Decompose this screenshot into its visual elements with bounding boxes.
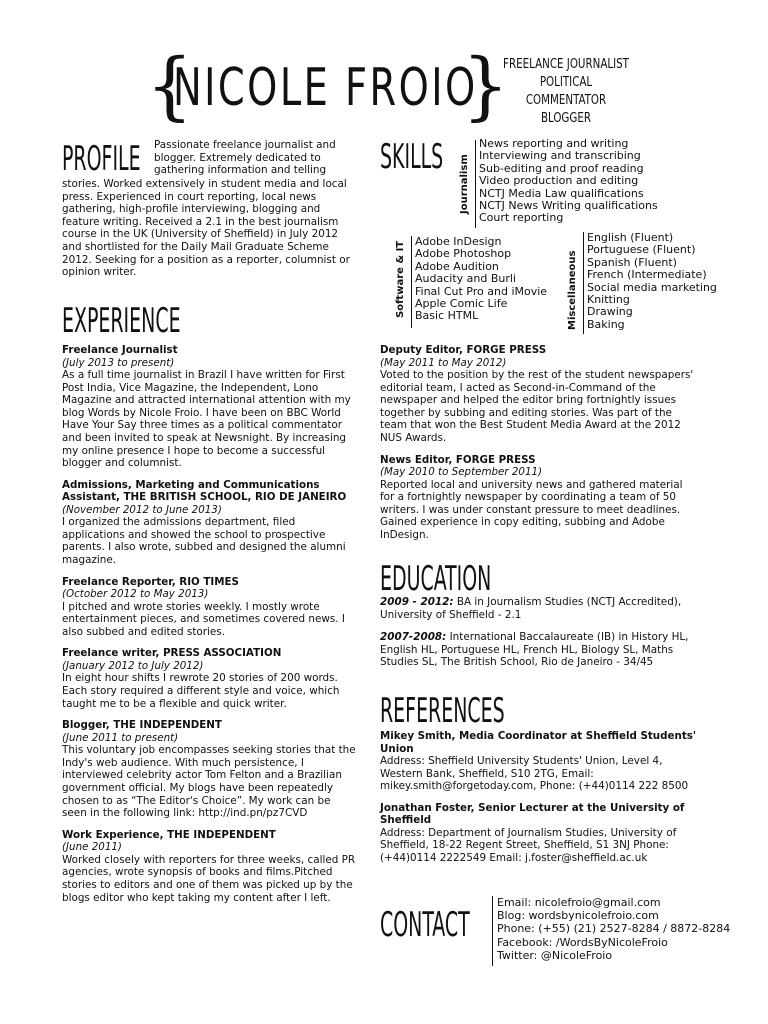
job-title: Blogger, THE INDEPENDENT <box>62 719 222 732</box>
software-divider <box>411 236 412 328</box>
job-title: News Editor, FORGE PRESS <box>380 453 536 466</box>
skill-item: Adobe Audition <box>415 259 499 273</box>
job-description: In eight hour shifts I rewrote 20 stories of 200 words. Each story required a different style and voice, which taught me to be a flexible and quick writer. <box>62 672 340 710</box>
job-dates: (October 2012 to May 2013) <box>62 588 209 601</box>
job-description: Voted to the position by the rest of the student newspapers' editorial team, I acted as Second-in-Command of the newspaper and helped the editor bring fortnightly issues together by subbing and editing stories. Was part of the team that won the Best Student Media Award at the 2012 NUS Awards. <box>380 369 694 444</box>
skill-item: Portuguese (Fluent) <box>587 243 696 257</box>
contact-heading: CONTACT <box>380 905 470 945</box>
job-dates: (June 2011 to present) <box>62 731 179 744</box>
job-description: As a full time journalist in Brazil I have written for First Post India, Vice Magazine, the Independent, Lono Magazine and attracted international attention with my blog Words by Nicole Froio. I have been on BBC World Have Your Say three times as a political commentator and been invited to speak at Newsnight. By increasing my online presence I hope to become a successful blogger and columnist. <box>62 369 351 470</box>
experience-heading: EXPERIENCE <box>62 301 181 341</box>
skill-item: Adobe InDesign <box>415 235 502 248</box>
journalism-label: Journalism <box>459 154 470 214</box>
skill-item: Social media marketing <box>587 280 717 294</box>
education-item <box>380 596 692 621</box>
experience-entry <box>380 344 698 445</box>
experience-right-column <box>380 344 698 551</box>
experience-entry <box>62 647 358 710</box>
job-dates: (November 2012 to June 2013) <box>62 503 222 516</box>
misc-divider <box>583 232 584 334</box>
journalism-divider <box>475 140 476 228</box>
skill-item: French (Intermediate) <box>587 268 707 282</box>
contact-blog[interactable]: Blog: wordsbynicolefroio.com <box>497 909 659 923</box>
education-years: 2007-2008: <box>380 631 447 644</box>
reference-item <box>380 802 698 865</box>
job-title: Deputy Editor, FORGE PRESS <box>380 344 547 356</box>
skill-item: News reporting and writing <box>479 137 629 150</box>
job-description: Reported local and university news and gathered material for a fortnightly newspaper by coordinating a team of 50 writers. I was under constant pressure to meet deadlines. Gained experience in copy editing, subbing and Adobe InDesign. <box>380 478 683 541</box>
profile-text-side: Passionate freelance journalist and blogger. Extremely dedicated to gathering information and telling <box>154 139 336 177</box>
journalism-skills-list <box>479 138 739 225</box>
tagline-line: FREELANCE JOURNALIST <box>503 57 629 72</box>
skill-item: Knitting <box>587 293 630 307</box>
profile-heading: PROFILE <box>62 139 141 179</box>
job-title: Freelance writer, PRESS ASSOCIATION <box>62 647 282 660</box>
experience-entry <box>62 576 358 639</box>
reference-details: Address: Sheffield University Students' Union, Level 4, Western Bank, Sheffield, S10 2TG, Email: mikey.smith@forgetoday.com, Phone: (+44)0114 222 8500 <box>380 755 689 793</box>
skill-item: Basic HTML <box>415 309 479 323</box>
candidate-name: NICOLE FROIO <box>173 58 478 118</box>
contact-facebook[interactable]: Facebook: /WordsByNicoleFroio <box>497 935 668 949</box>
job-dates: (May 2011 to May 2012) <box>380 356 507 369</box>
contact-twitter[interactable]: Twitter: @NicoleFroio <box>497 948 613 962</box>
job-dates: (January 2012 to July 2012) <box>62 659 204 672</box>
skill-item: Sub-editing and proof reading <box>479 161 644 175</box>
education-detail: International Baccalaureate (IB) in History HL, English HL, Portuguese HL, French HL, Biology SL, Maths Studies SL, The British School, Rio de Janeiro - 34/45 <box>380 631 689 669</box>
experience-entry <box>62 829 358 904</box>
software-label: Software & IT <box>395 240 406 318</box>
references-heading: REFERENCES <box>380 691 505 731</box>
job-title: Work Experience, THE INDEPENDENT <box>62 828 276 841</box>
skill-item: Audacity and Burli <box>415 272 516 286</box>
misc-skills-list <box>587 232 747 331</box>
education-heading: EDUCATION <box>380 559 492 599</box>
profile-text: stories. Worked extensively in student media and local press. Experienced in court reporting, local news gathering, high-profile interviewing, blogging and feature writing. Received a 2.1 in the best journalism course in the UK (University of Sheffield) in July 2012 and shortlisted for the Daily Mail Graduate Scheme 2012. Seeking for a position as a reporter, columnist or opinion writer. <box>62 178 350 279</box>
skill-item: Apple Comic Life <box>415 297 508 311</box>
tagline <box>500 56 632 128</box>
skill-item: English (Fluent) <box>587 231 674 244</box>
skill-item: Baking <box>587 317 625 331</box>
misc-label: Miscellaneous <box>567 250 578 330</box>
reference-name: Jonathan Foster, Senior Lecturer at the University of Sheffield <box>380 801 685 827</box>
skill-item: Final Cut Pro and iMovie <box>415 284 548 298</box>
skill-item: Adobe Photoshop <box>415 247 512 261</box>
job-title: Freelance Journalist <box>62 344 178 356</box>
experience-entry <box>62 479 358 567</box>
reference-item <box>380 730 698 793</box>
job-dates: (June 2011) <box>62 841 122 854</box>
contact-email[interactable]: Email: nicolefroio@gmail.com <box>497 896 661 909</box>
job-description: I pitched and wrote stories weekly. I mostly wrote entertainment pieces, and sometimes covered news. I also subbed and edited stories. <box>62 600 345 638</box>
experience-entry <box>380 454 698 542</box>
job-dates: (May 2010 to September 2011) <box>380 466 543 479</box>
contact-list <box>497 896 747 962</box>
skills-heading: SKILLS <box>380 137 444 177</box>
education-years: 2009 - 2012: <box>380 596 454 608</box>
opening-brace: { <box>146 43 194 129</box>
job-title: Freelance Reporter, RIO TIMES <box>62 575 239 588</box>
experience-entry <box>62 719 358 820</box>
skill-item: Drawing <box>587 305 633 319</box>
job-description: Worked closely with reporters for three weeks, called PR agencies, wrote synopsis of books and films.Pitched stories to editors and one of them was picked up by the blogs editor who kept taking my content after I left. <box>62 853 356 904</box>
skill-item: Court reporting <box>479 211 564 225</box>
education-item <box>380 631 692 669</box>
contact-divider <box>492 896 493 966</box>
contact-phone: Phone: (+55) (21) 2527-8284 / 8872-8284 <box>497 922 731 936</box>
education-list <box>380 596 692 669</box>
experience-left-column <box>62 344 358 913</box>
job-title: Admissions, Marketing and Communications Assistant, THE BRITISH SCHOOL, RIO DE JANEIRO <box>62 478 347 504</box>
job-description: This voluntary job encompasses seeking stories that the Indy's web audience. With much persistence, I interviewed celebrity actor Tom Felton and a Brazilian government official. My blogs have been repeatedly chosen to as “The Editor's Choice”. My work can be seen in the following link: http://ind.pn/pz7CVD <box>62 744 356 820</box>
software-skills-list <box>415 236 565 323</box>
references-list <box>380 730 698 874</box>
closing-brace: } <box>462 43 510 129</box>
skill-item: Spanish (Fluent) <box>587 255 677 269</box>
tagline-line: POLITICAL COMMENTATOR <box>525 75 607 108</box>
reference-details: Address: Department of Journalism Studies, University of Sheffield, 18-22 Regent Street, Sheffield, S1 3NJ Phone: (+44)0114 2222549 Email: j.foster@sheffield.ac.uk <box>380 826 677 864</box>
skill-item: Interviewing and transcribing <box>479 149 641 163</box>
job-dates: (July 2013 to present) <box>62 356 175 369</box>
experience-entry <box>62 344 358 470</box>
job-description: I organized the admissions department, filed applications and showed the school to prospective parents. I also wrote, subbed and designed the alumni magazine. <box>62 516 346 567</box>
skill-item: Video production and editing <box>479 174 639 188</box>
education-detail: BA in Journalism Studies (NCTJ Accredited), University of Sheffield - 2.1 <box>380 596 682 621</box>
skill-item: NCTJ Media Law qualifications <box>479 186 644 200</box>
reference-name: Mikey Smith, Media Coordinator at Sheffield Students' Union <box>380 730 697 755</box>
skill-item: NCTJ News Writing qualifications <box>479 199 658 213</box>
tagline-line: BLOGGER <box>540 111 592 126</box>
